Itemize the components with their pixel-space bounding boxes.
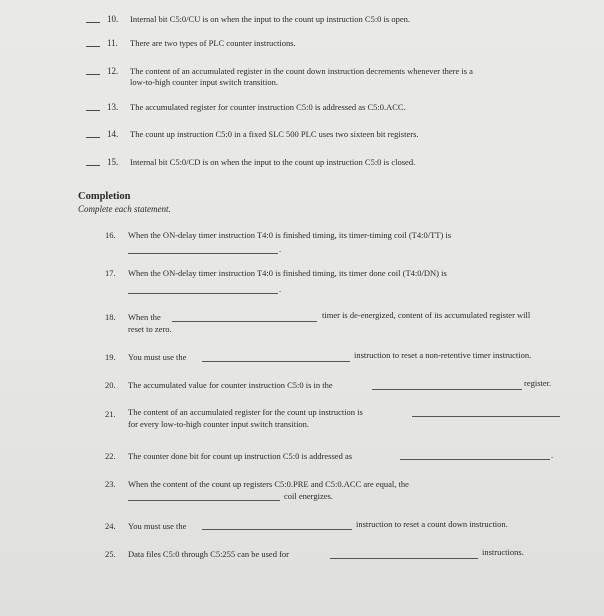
answer-blank-12[interactable] <box>86 74 100 75</box>
question-number-24: 24. <box>105 521 116 531</box>
question-text-24-pre: You must use the <box>128 521 187 531</box>
answer-blank-11[interactable] <box>86 46 100 47</box>
fill-blank-17[interactable] <box>128 293 278 294</box>
section-instructions: Complete each statement. <box>78 204 171 214</box>
question-text-24-post: instruction to reset a count down instruction. <box>356 519 508 529</box>
fill-blank-21[interactable] <box>412 416 560 417</box>
question-text-20-post: register. <box>524 378 552 388</box>
question-text-21-pre: The content of an accumulated register for the count up instruction is <box>128 407 363 417</box>
question-number-23: 23. <box>105 479 116 489</box>
answer-blank-15[interactable] <box>86 165 100 166</box>
question-end-17: . <box>279 284 282 294</box>
question-text-18-post: timer is de-energized, content of its accumulated register will <box>322 310 531 320</box>
question-number-25: 25. <box>105 549 116 559</box>
question-number-20: 20. <box>105 380 116 390</box>
question-number-19: 19. <box>105 352 116 362</box>
question-number-22: 22. <box>105 451 116 461</box>
question-number-11: 11. <box>107 38 118 48</box>
question-number-14: 14. <box>107 129 119 139</box>
question-text-16: When the ON-delay timer instruction T4:0 is finished timing, its timer-timing coil (T4:0/TT) is <box>128 230 452 240</box>
fill-blank-25[interactable] <box>330 558 478 559</box>
question-text-11: There are two types of PLC counter instructions. <box>130 38 296 48</box>
question-text-25-post: instructions. <box>482 547 524 557</box>
question-number-12: 12. <box>107 66 119 76</box>
question-number-18: 18. <box>105 312 116 322</box>
answer-blank-14[interactable] <box>86 137 100 138</box>
question-text-13: The accumulated register for counter instruction C5:0 is addressed as C5:0.ACC. <box>130 102 406 112</box>
answer-blank-10[interactable] <box>86 22 100 23</box>
question-number-10: 10. <box>107 14 119 24</box>
question-text-25-pre: Data files C5:0 through C5:255 can be used for <box>128 549 289 559</box>
fill-blank-20[interactable] <box>372 389 522 390</box>
fill-blank-23[interactable] <box>128 500 280 501</box>
question-end-22: . <box>551 450 554 460</box>
question-text-22-pre: The counter done bit for count up instruction C5:0 is addressed as <box>128 451 353 461</box>
question-number-13: 13. <box>107 102 119 112</box>
question-text-19-pre: You must use the <box>128 352 187 362</box>
question-number-21: 21. <box>105 409 116 419</box>
question-end-16: . <box>279 244 282 254</box>
section-title: Completion <box>78 191 131 202</box>
question-text-15: Internal bit C5:0/CD is on when the input to the count up instruction C5:0 is closed. <box>130 157 416 167</box>
fill-blank-18[interactable] <box>172 321 317 322</box>
question-text-10: Internal bit C5:0/CU is on when the input to the count up instruction C5:0 is open. <box>130 14 411 24</box>
question-text-18-line2: reset to zero. <box>128 324 172 334</box>
question-text-12-line1: The content of an accumulated register in the count down instruction decrements whenever there is a <box>130 66 473 76</box>
fill-blank-16[interactable] <box>128 253 278 254</box>
question-text-14: The count up instruction C5:0 in a fixed SLC 500 PLC uses two sixteen bit registers. <box>130 129 419 139</box>
question-text-23-post: coil energizes. <box>284 491 333 501</box>
question-number-17: 17. <box>105 268 116 278</box>
question-text-20-pre: The accumulated value for counter instruction C5:0 is in the <box>128 380 333 390</box>
question-number-15: 15. <box>107 157 119 167</box>
answer-blank-13[interactable] <box>86 110 100 111</box>
question-number-16: 16. <box>105 230 116 240</box>
question-text-17: When the ON-delay timer instruction T4:0 is finished timing, its timer done coil (T4:0/DN) is <box>128 268 447 278</box>
question-text-23-pre: When the content of the count up registers C5:0.PRE and C5:0.ACC are equal, the <box>128 479 409 489</box>
question-text-18-pre: When the <box>128 312 161 322</box>
question-text-19-post: instruction to reset a non-retentive timer instruction. <box>354 350 532 360</box>
question-text-12-line2: low-to-high counter input switch transition. <box>130 77 279 87</box>
fill-blank-24[interactable] <box>202 529 352 530</box>
question-text-21-line2: for every low-to-high counter input switch transition. <box>128 419 310 429</box>
fill-blank-19[interactable] <box>202 361 350 362</box>
fill-blank-22[interactable] <box>400 459 550 460</box>
